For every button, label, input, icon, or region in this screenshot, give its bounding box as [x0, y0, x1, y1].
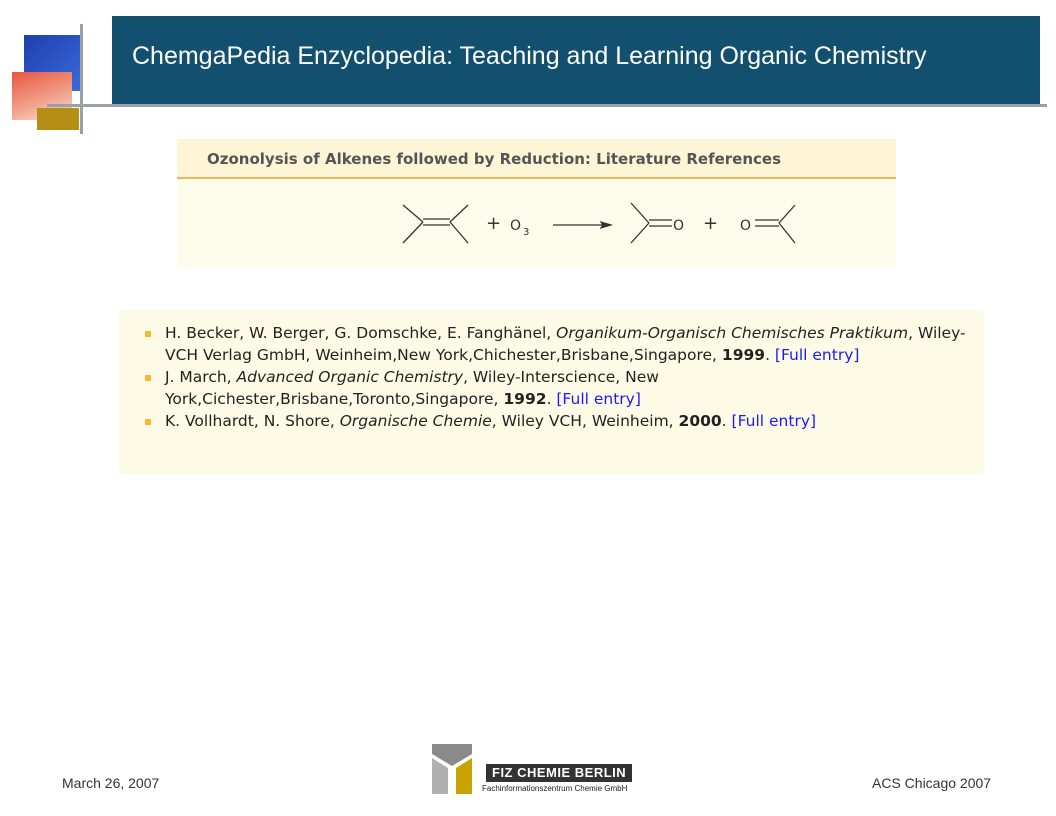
- ketone-o-1: O: [673, 218, 685, 234]
- reaction-heading: Ozonolysis of Alkenes followed by Reduction: Literature References: [207, 150, 782, 168]
- decor-horizontal-line: [47, 104, 1047, 107]
- reference-item: [143, 410, 973, 432]
- ref-publisher: , Wiley-VCH Verlag GmbH, Weinheim,New York,Chichester,Brisbane,Singapore,: [165, 324, 966, 364]
- ref-separator: .: [721, 412, 732, 430]
- ref-separator: .: [765, 346, 775, 364]
- reference-item: [143, 322, 973, 366]
- ref-year: 2000: [678, 412, 722, 430]
- references-list: [143, 322, 973, 432]
- reference-item: [143, 366, 973, 410]
- ref-authors: J. March,: [165, 368, 237, 386]
- footer-date: March 26, 2007: [62, 775, 160, 791]
- logo-name-bar: [486, 764, 632, 782]
- ketone-structure-2: [755, 205, 795, 243]
- bullet-icon: [145, 419, 151, 425]
- ketone-o-2: O: [740, 218, 752, 234]
- slide-title: ChemgaPedia Enzyclopedia: Teaching and Learning Organic Chemistry: [132, 42, 927, 70]
- logo-subtitle: Fachinformationszentrum Chemie GmbH: [482, 784, 628, 793]
- full-entry-link[interactable]: [Full entry]: [556, 390, 641, 408]
- ref-year: 1999: [721, 346, 766, 364]
- logo-name: FIZ CHEMIE BERLIN: [492, 765, 627, 780]
- ref-title: Organikum-Organisch Chemisches Praktikum: [556, 324, 909, 342]
- footer-event: ACS Chicago 2007: [872, 775, 992, 791]
- ref-authors: K. Vollhardt, N. Shore,: [165, 412, 340, 430]
- ref-authors: H. Becker, W. Berger, G. Domschke, E. Fanghänel,: [165, 324, 557, 342]
- reaction-panel: [177, 139, 896, 267]
- reaction-header: [177, 139, 896, 179]
- ref-year: 1992: [503, 390, 547, 408]
- reaction-scheme: [177, 179, 896, 267]
- logo-mark-icon: [432, 744, 486, 794]
- decor-gold-square: [37, 108, 79, 130]
- ozone-o: O: [510, 218, 522, 234]
- decor-vertical-line: [80, 24, 83, 134]
- ref-publisher: , Wiley VCH, Weinheim,: [491, 412, 679, 430]
- references-panel: [119, 310, 984, 474]
- ref-publisher: , Wiley-Interscience, New York,Cichester,Brisbane,Toronto,Singapore,: [165, 368, 659, 408]
- ref-title: Advanced Organic Chemistry: [236, 368, 464, 386]
- ozone-subscript: 3: [523, 227, 530, 238]
- ref-separator: .: [546, 390, 557, 408]
- fiz-chemie-logo: [432, 744, 632, 794]
- reaction-arrow: [553, 222, 611, 228]
- plus-sign-1: +: [486, 213, 502, 234]
- full-entry-link[interactable]: [Full entry]: [774, 346, 860, 364]
- bullet-icon: [145, 331, 151, 337]
- ketone-structure-1: [631, 203, 672, 243]
- full-entry-link[interactable]: [Full entry]: [731, 412, 817, 430]
- bullet-icon: [145, 375, 151, 381]
- ref-title: Organische Chemie: [339, 412, 492, 430]
- plus-sign-2: +: [703, 213, 719, 234]
- alkene-structure: [403, 205, 468, 243]
